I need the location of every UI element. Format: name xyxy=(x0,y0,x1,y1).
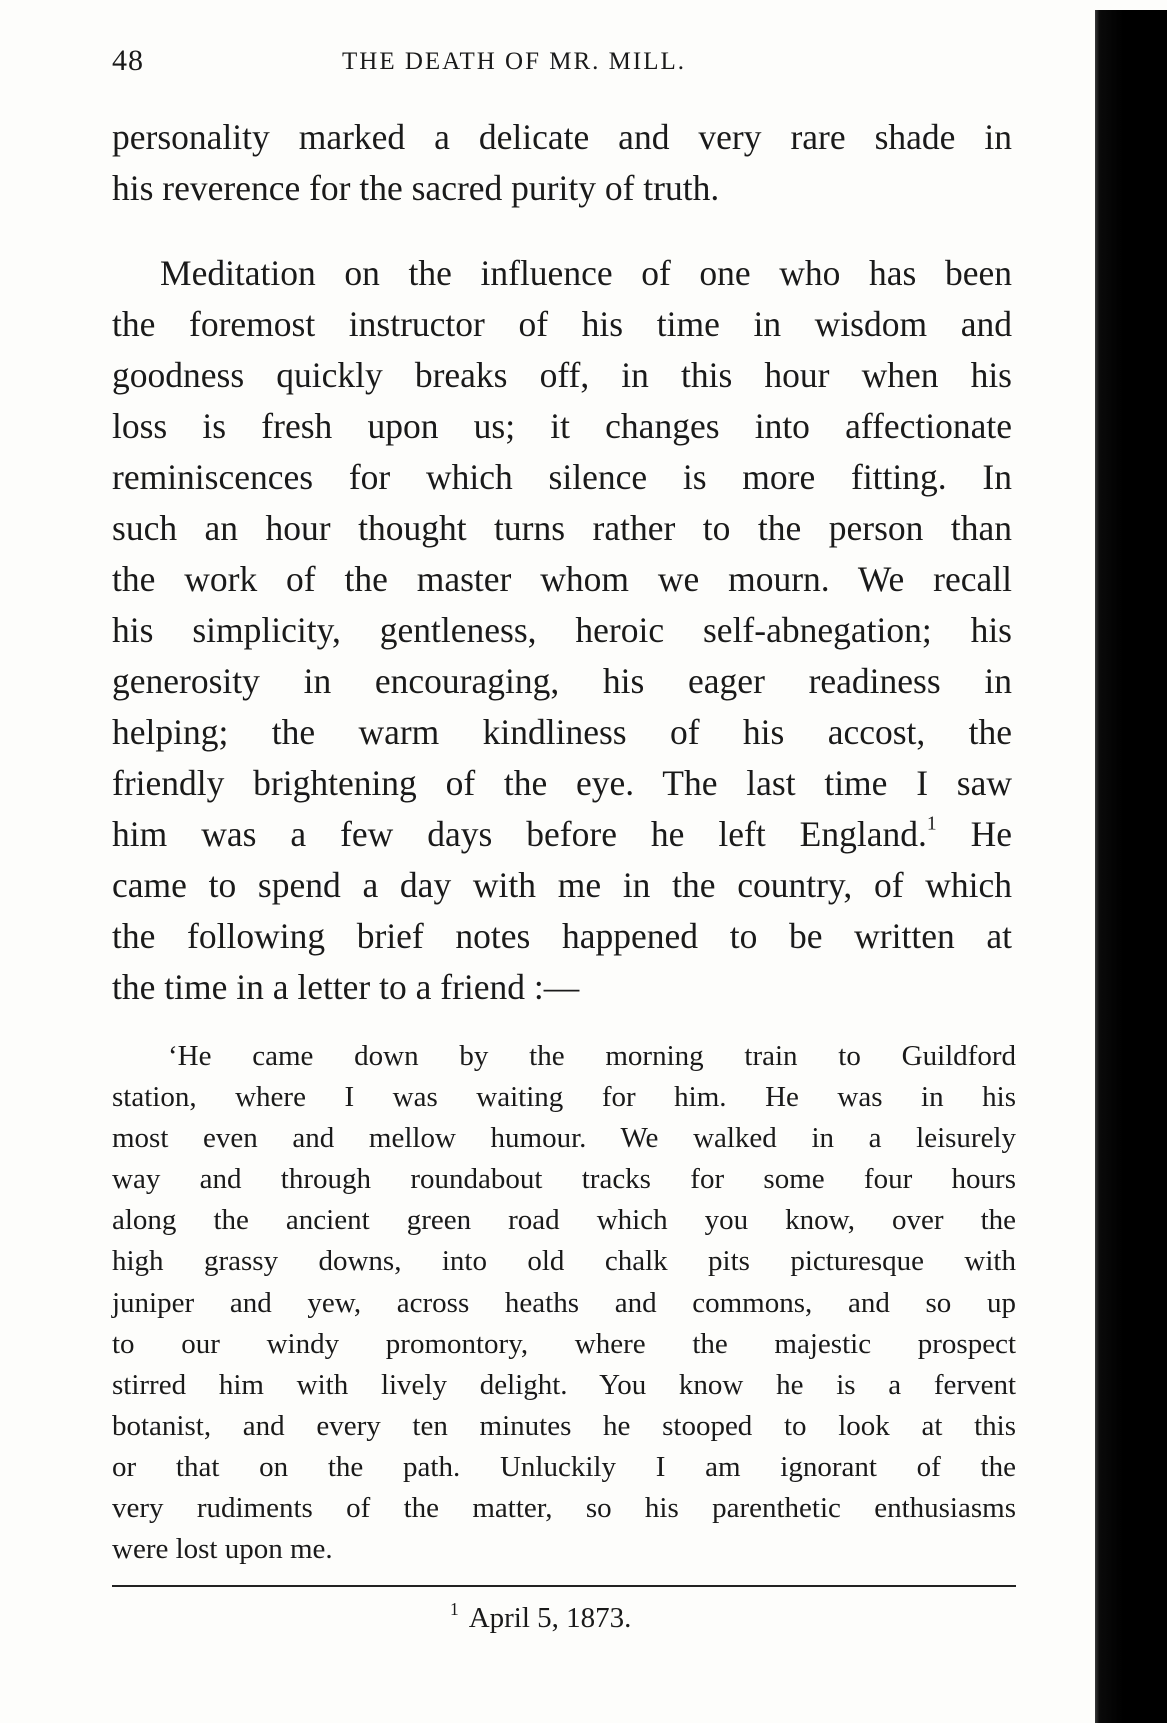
text-line: the time in a letter to a friend :— xyxy=(112,967,580,1007)
quote-line: along the ancient green road which you know, over the xyxy=(112,1204,1016,1237)
text-line: generosity in encouraging, his eager readiness in xyxy=(112,661,1012,701)
quote-line: stirred him with lively delight. You know he is a fervent xyxy=(112,1368,1016,1401)
text-line: Meditation on the influence of one who has been xyxy=(160,253,1012,293)
running-title: THE DEATH OF MR. MILL. xyxy=(342,48,686,75)
text-segment: He xyxy=(970,814,1012,854)
page-number: 48 xyxy=(112,44,144,77)
text-line: came to spend a day with me in the country, of which xyxy=(112,865,1012,905)
running-head xyxy=(112,44,1012,84)
text-line: goodness quickly breaks off, in this hour when his xyxy=(112,355,1012,395)
quote-line: way and through roundabout tracks for some four hours xyxy=(112,1163,1016,1196)
text-line: such an hour thought turns rather to the person than xyxy=(112,508,1012,548)
quote-line: most even and mellow humour. We walked in a leisurely xyxy=(112,1122,1016,1155)
text-line: the foremost instructor of his time in wisdom and xyxy=(112,304,1012,344)
paragraph-meditation xyxy=(112,248,1012,1013)
quote-line: ‘He came down by the morning train to Guildford xyxy=(168,1040,1016,1072)
footnote-reference: 1 xyxy=(926,813,937,835)
text-line: the work of the master whom we mourn. We recall xyxy=(112,559,1012,599)
footnote xyxy=(450,1599,631,1635)
footnote-mark: 1 xyxy=(450,1599,459,1619)
text-line: his simplicity, gentleness, heroic self-abnegation; his xyxy=(112,610,1012,650)
page-binding-shadow xyxy=(1095,10,1167,1723)
quote-line: juniper and yew, across heaths and commons, and so up xyxy=(112,1286,1016,1319)
quote-line: botanist, and every ten minutes he stooped to look at this xyxy=(112,1409,1016,1442)
text-line: friendly brightening of the eye. The last time I saw xyxy=(112,763,1012,803)
footnote-divider xyxy=(112,1585,1016,1587)
quote-line: or that on the path. Unluckily I am ignorant of the xyxy=(112,1450,1016,1483)
footnote-text: April 5, 1873. xyxy=(468,1602,632,1635)
text-line: personality marked a delicate and very rare shade in xyxy=(112,117,1012,157)
quote-line: to our windy promontory, where the majestic prospect xyxy=(112,1327,1016,1360)
text-line: helping; the warm kindliness of his accost, the xyxy=(112,712,1012,752)
text-line: the following brief notes happened to be written at xyxy=(112,916,1012,956)
quote-line: very rudiments of the matter, so his parenthetic enthusiasms xyxy=(112,1492,1016,1525)
quote-line: were lost upon me. xyxy=(112,1533,333,1566)
quote-line: high grassy downs, into old chalk pits picturesque with xyxy=(112,1245,1016,1278)
paragraph-continuation xyxy=(112,112,1012,214)
text-line: reminiscences for which silence is more fitting. In xyxy=(112,457,1012,497)
text-line: his reverence for the sacred purity of truth. xyxy=(112,168,720,208)
text-line: loss is fresh upon us; it changes into affectionate xyxy=(112,406,1012,446)
text-segment: him was a few days before he left England. xyxy=(112,814,927,854)
quote-line: station, where I was waiting for him. He was in his xyxy=(112,1081,1016,1114)
text-line-with-footnote xyxy=(112,809,1012,860)
letter-quotation xyxy=(112,1036,1016,1570)
